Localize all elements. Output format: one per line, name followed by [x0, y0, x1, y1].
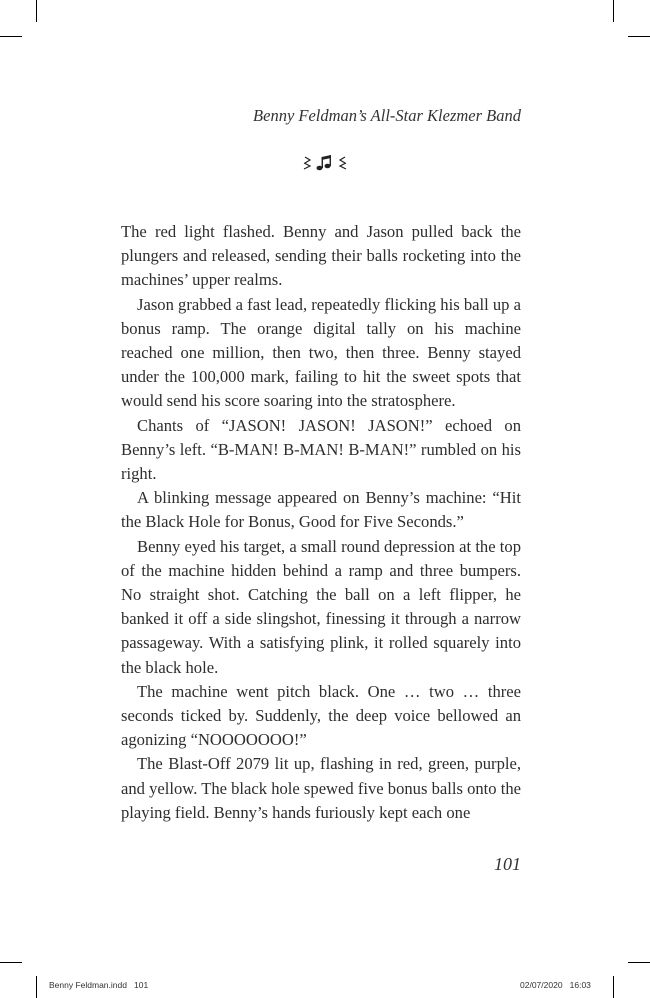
paragraph: Benny eyed his target, a small round depression at the top of the machine hidden behind a ramp and three bumpers. No straight shot. Catching the ball on a left flipper, he banked it off a side slingshot, finessing it through a narrow passageway. With a satisfying plink, it rolled squarely into the black hole. [121, 536, 521, 677]
crop-mark [628, 36, 650, 37]
crop-mark [613, 0, 614, 22]
page-number: 101 [494, 854, 521, 874]
paragraph: The machine went pitch black. One … two … three seconds ticked by. Suddenly, the deep voice bellowed an agonizing “NOOOOOOO!” [121, 681, 521, 750]
crop-mark [613, 976, 614, 998]
crop-mark [36, 0, 37, 22]
paragraph: The red light flashed. Benny and Jason pulled back the plungers and released, sending their balls rocketing into the machines’ upper realms. [121, 222, 521, 290]
crop-mark [0, 962, 22, 963]
crop-mark [0, 36, 22, 37]
music-note-icon [302, 152, 348, 174]
paragraph: A blinking message appeared on Benny’s machine: “Hit the Black Hole for Bonus, Good for Five Seconds.” [121, 488, 521, 532]
paragraph: The Blast-Off 2079 lit up, flashing in red, green, purple, and yellow. The black hole spewed five bonus balls onto the playing field. Benny’s hands furiously kept each one [121, 754, 521, 822]
paragraph: Chants of “JASON! JASON! JASON!” echoed on Benny’s left. “B-MAN! B-MAN! B-MAN!” rumbled on his right. [121, 415, 521, 484]
paragraph: Jason grabbed a fast lead, repeatedly flicking his ball up a bonus ramp. The orange digital tally on his machine reached one million, then two, then three. Benny stayed under the 100,000 mark, failing to hit the sweet spots that would send his score soaring into the stratosphere. [121, 294, 521, 411]
section-ornament [0, 152, 650, 174]
slug-datetime: 02/07/2020 16:03 [520, 980, 591, 990]
body-text [121, 220, 521, 825]
crop-mark [36, 976, 37, 998]
running-head: Benny Feldman’s All-Star Klezmer Band [253, 106, 521, 125]
slug-file: Benny Feldman.indd 101 [49, 980, 149, 990]
crop-mark [628, 962, 650, 963]
